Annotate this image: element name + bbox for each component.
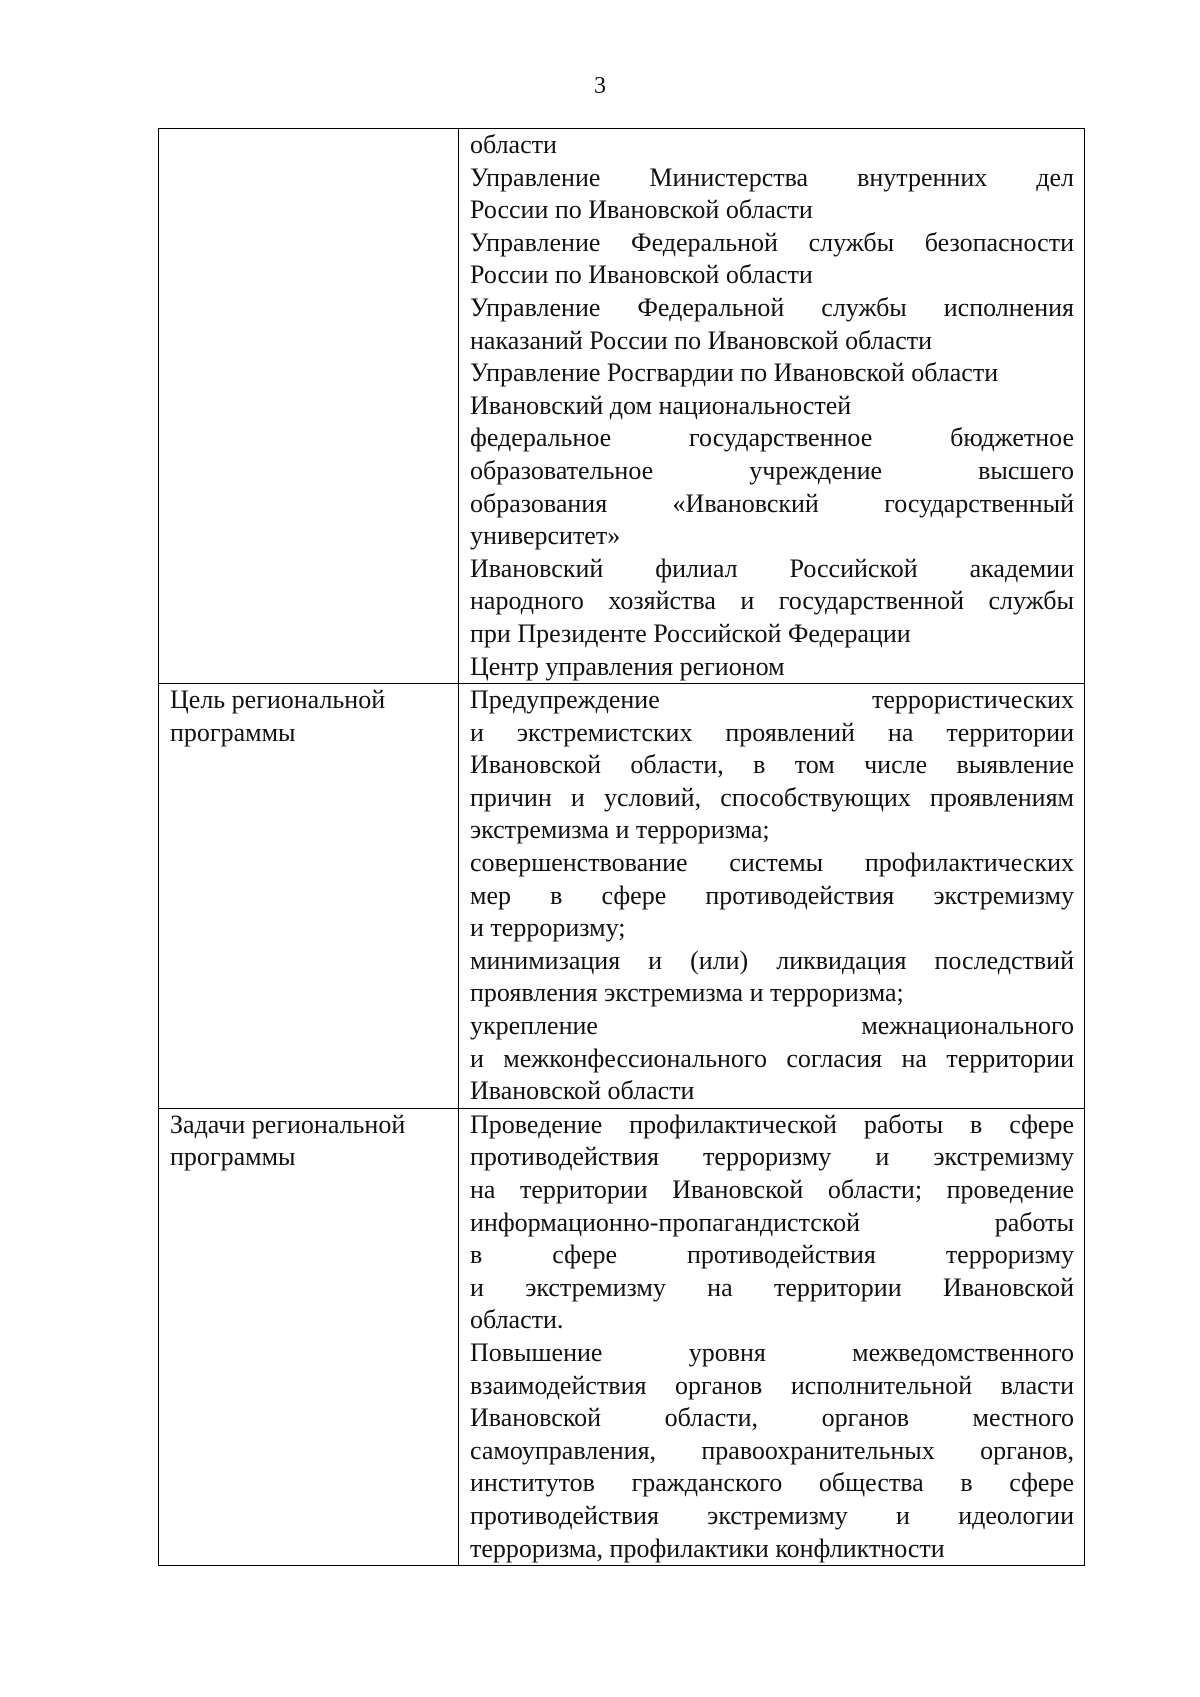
text-line: совершенствование системы профилактических xyxy=(470,848,1074,878)
row-content-cell xyxy=(459,1108,1085,1565)
text-line: Управление Федеральной службы исполнения xyxy=(470,292,1074,322)
text-line: Управление Росгвардии по Ивановской области xyxy=(470,358,999,388)
text-line: области xyxy=(470,130,557,159)
text-line: взаимодействия органов исполнительной власти xyxy=(470,1370,1074,1400)
text-line: и экстремистских проявлений на территории xyxy=(470,717,1074,747)
text-line: Ивановской области, в том числе выявление xyxy=(470,750,1074,780)
content-paragraph xyxy=(470,227,1074,292)
text-line: и терроризму; xyxy=(470,913,626,943)
text-line: и экстремизму на территории Ивановской xyxy=(470,1272,1074,1302)
row-label-line: Цель региональной xyxy=(170,685,386,715)
text-line: образования «Ивановский государственный xyxy=(470,488,1074,518)
text-line: проявления экстремизма и терроризма; xyxy=(470,978,904,1008)
row-label-line: Задачи региональной xyxy=(170,1109,406,1139)
content-paragraph xyxy=(470,684,1074,847)
table-body xyxy=(159,129,1085,1566)
text-line: наказаний России по Ивановской области xyxy=(470,325,933,355)
text-line: терроризма, профилактики конфликтности xyxy=(470,1533,945,1563)
text-line: экстремизма и терроризма; xyxy=(470,815,770,845)
content-paragraph xyxy=(470,553,1074,651)
text-line: информационно-пропагандистской работы xyxy=(470,1207,1074,1237)
content-paragraph xyxy=(470,357,1074,390)
table-row xyxy=(159,1108,1085,1565)
content-paragraph xyxy=(470,847,1074,945)
text-line: Ивановской области xyxy=(470,1076,695,1106)
text-line: в сфере противодействия терроризму xyxy=(470,1240,1074,1270)
text-line: России по Ивановской области xyxy=(470,195,813,225)
row-label-line: программы xyxy=(170,717,296,747)
text-line: противодействия терроризму и экстремизму xyxy=(470,1142,1074,1172)
table-row xyxy=(159,684,1085,1109)
text-line: Центр управления регионом xyxy=(470,651,785,681)
content-paragraph xyxy=(470,1337,1074,1565)
program-passport-table xyxy=(158,128,1085,1566)
text-line: образовательное учреждение высшего xyxy=(470,455,1074,485)
text-line: Ивановский филиал Российской академии xyxy=(470,553,1074,583)
text-line: Ивановской области, органов местного xyxy=(470,1403,1074,1433)
text-line: Предупреждение террористических xyxy=(470,685,1074,715)
text-line: университет» xyxy=(470,521,621,551)
text-line: Проведение профилактической работы в сфере xyxy=(470,1109,1074,1139)
row-content-cell xyxy=(459,684,1085,1109)
text-line: федеральное государственное бюджетное xyxy=(470,423,1074,453)
content-paragraph xyxy=(470,390,1074,423)
text-line: области. xyxy=(470,1305,564,1335)
page-number: 3 xyxy=(594,73,606,99)
text-line: институтов гражданского общества в сфере xyxy=(470,1468,1074,1498)
row-content-cell xyxy=(459,129,1085,684)
row-label-line: программы xyxy=(170,1142,296,1172)
text-line: мер в сфере противодействия экстремизму xyxy=(470,880,1074,910)
text-line: противодействия экстремизму и идеологии xyxy=(470,1500,1074,1530)
content-paragraph xyxy=(470,162,1074,227)
row-label-cell xyxy=(159,1108,459,1565)
content-paragraph xyxy=(470,129,1074,162)
row-label-cell xyxy=(159,129,459,684)
text-line: Повышение уровня межведомственного xyxy=(470,1337,1074,1367)
text-line: Управление Министерства внутренних дел xyxy=(470,162,1074,192)
text-line: укрепление межнационального xyxy=(470,1011,1074,1041)
content-paragraph xyxy=(470,422,1074,552)
content-paragraph xyxy=(470,292,1074,357)
content-paragraph xyxy=(470,1010,1074,1108)
content-paragraph xyxy=(470,945,1074,1010)
table-row xyxy=(159,129,1085,684)
content-paragraph xyxy=(470,1109,1074,1337)
text-line: России по Ивановской области xyxy=(470,260,813,290)
content-paragraph xyxy=(470,651,1074,684)
text-line: минимизация и (или) ликвидация последствий xyxy=(470,945,1074,975)
text-line: и межконфессионального согласия на территории xyxy=(470,1043,1074,1073)
text-line: на территории Ивановской области; проведение xyxy=(470,1175,1074,1204)
text-line: Ивановский дом национальностей xyxy=(470,390,852,420)
text-line: народного хозяйства и государственной службы xyxy=(470,586,1074,616)
text-line: при Президенте Российской Федерации xyxy=(470,618,911,648)
text-line: самоуправления, правоохранительных органов, xyxy=(470,1435,1074,1465)
text-line: причин и условий, способствующих проявлениям xyxy=(470,782,1074,812)
text-line: Управление Федеральной службы безопасности xyxy=(470,227,1074,257)
row-label-cell xyxy=(159,684,459,1109)
